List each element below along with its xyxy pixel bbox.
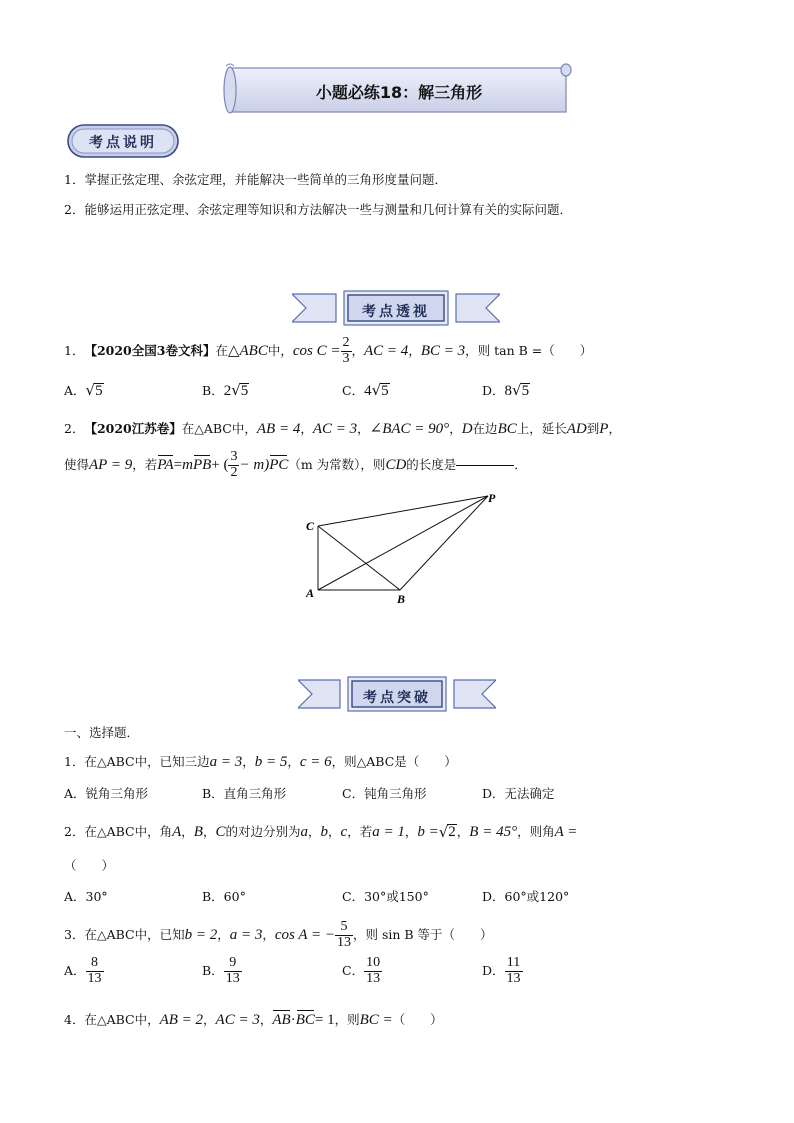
option-c[interactable]: C．30°或150° xyxy=(342,889,429,904)
option-a[interactable]: A．√5 xyxy=(64,381,103,399)
fraction-two-thirds: $\frac{2}{3}$ xyxy=(342,335,350,366)
q1-options xyxy=(64,383,664,403)
segment-cb xyxy=(318,526,400,590)
point-1: 1．掌握正弦定理、余弦定理，并能解决一些简单的三角形度量问题． xyxy=(64,172,447,187)
s3-q3-options xyxy=(64,956,664,996)
option-a[interactable]: A． $\frac{8}{13}$ xyxy=(64,955,102,986)
segment-bp xyxy=(400,496,488,590)
badge-kaodian-shuoming: 考点说明 xyxy=(89,135,157,151)
s3-q2-paren: （ ） xyxy=(64,858,115,873)
option-b[interactable]: B． $\frac{9}{13}$ xyxy=(202,955,240,986)
option-b[interactable]: B．2√5 xyxy=(202,381,249,399)
option-a[interactable]: A．30° xyxy=(64,889,108,904)
point-2: 2．能够运用正弦定理、余弦定理等知识和方法解决一些与测量和几何计算有关的实际问题． xyxy=(64,202,572,217)
badge-kaodian-tupo: 考点突破 xyxy=(363,690,431,706)
option-c[interactable]: C．钝角三角形 xyxy=(342,786,427,801)
option-c[interactable]: C．4√5 xyxy=(342,381,389,399)
answer-blank[interactable] xyxy=(456,465,514,466)
option-d[interactable]: D．无法确定 xyxy=(482,786,555,801)
label-p: P xyxy=(488,491,496,505)
question-2-line-1: 2． 【2020江苏卷】 在△ABC中， AB = 4 ， AC = 3 ， ∠BAC = 90° ， D 在边 BC 上，延长 AD 到 P ， xyxy=(64,421,621,437)
question-2-line-2: 使得 AP = 9 ，若 PA = m PB + ( $\frac{3}{2}$ − m) PC （m 为常数），则 CD 的长度是 ． xyxy=(64,449,527,480)
label-b: B xyxy=(397,592,406,606)
page-title: 小题必练18：解三角形 xyxy=(315,83,483,102)
option-b[interactable]: B．直角三角形 xyxy=(202,786,287,801)
s3-q2-options xyxy=(64,891,664,907)
option-d[interactable]: D． $\frac{11}{13}$ xyxy=(482,955,521,986)
label-a: A xyxy=(306,586,315,600)
segment-ap xyxy=(318,496,488,590)
option-d[interactable]: D．8√5 xyxy=(482,381,530,399)
s3-question-3: 3．在△ABC中，已知 b = 2 ， a = 3 ， cos A = − $\frac{5}{13}$ ，则 sin B 等于（ ） xyxy=(64,919,493,950)
question-1-line: 1． 【2020全国3卷文科】 在 △ ABC 中， cos C = $\frac{2}{3}$ ， AC = 4 ， BC = 3 ，则 tan B =（ ） xyxy=(64,335,593,366)
label-c: C xyxy=(306,519,315,533)
option-b[interactable]: B．60° xyxy=(202,889,246,904)
s3-question-4: 4．在△ABC中， AB = 2 ， AC = 3 ， AB · BC = 1 ，则 BC = （ ） xyxy=(64,1012,443,1028)
segment-cp xyxy=(318,496,488,526)
triangle-figure xyxy=(300,486,520,608)
s3-question-2: 2．在△ABC中，角 A ， B ， C 的对边分别为 a ， b ， c ，若 a = 1 ， b = √ 2 ， B = 45° ，则角 A = xyxy=(64,822,578,841)
section-heading: 一、选择题． xyxy=(64,725,140,740)
s3-question-1: 1．在△ABC中，已知三边 a = 3 ， b = 5 ， c = 6 ，则△ABC是（ ） xyxy=(64,754,457,770)
badge-kaodian-toushi: 考点透视 xyxy=(362,304,430,320)
option-c[interactable]: C． $\frac{10}{13}$ xyxy=(342,955,381,986)
option-d[interactable]: D．60°或120° xyxy=(482,889,570,904)
option-a[interactable]: A．锐角三角形 xyxy=(64,786,149,801)
s3-q1-options xyxy=(64,788,664,804)
